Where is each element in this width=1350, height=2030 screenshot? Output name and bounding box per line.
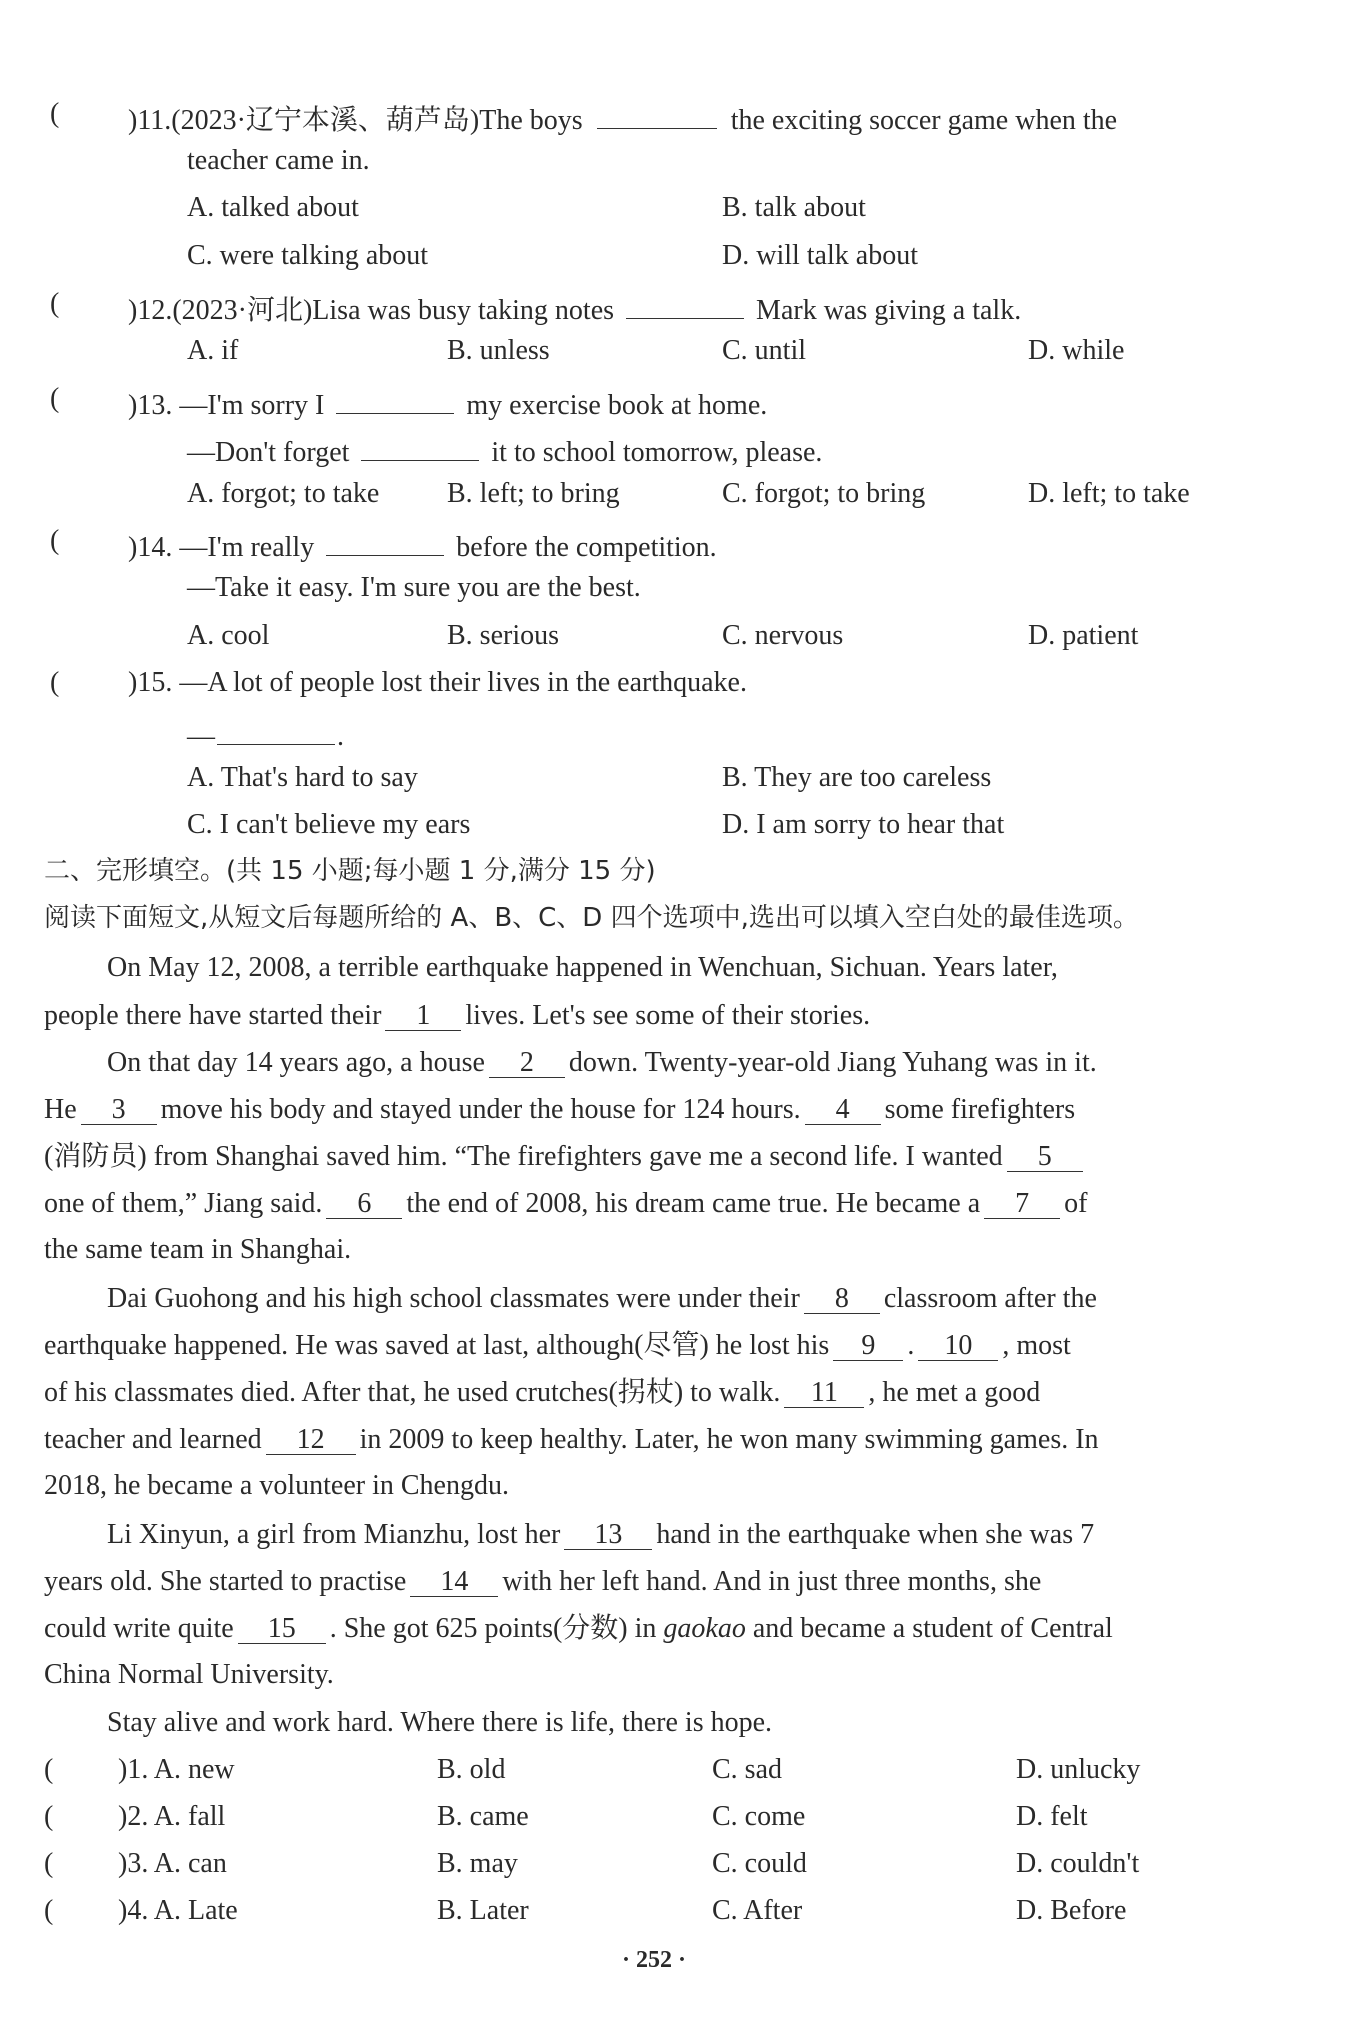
cloze-blank-1: 1 [385,1001,461,1031]
cloze-blank-8: 8 [804,1284,880,1314]
cloze-blank-14: 14 [410,1567,498,1597]
answer-paren[interactable]: ( [50,288,60,319]
option-c: C. I can't believe my ears [187,809,471,840]
option-b: B. unless [447,335,550,366]
cloze-blank-5: 5 [1007,1142,1083,1172]
option-d: D. left; to take [1028,478,1190,509]
answer-blank [361,432,479,461]
option-d: D. I am sorry to hear that [722,809,1005,840]
question-stem: )15. —A lot of people lost their lives in the earthquake. [128,667,747,698]
page-number: · 252 · [622,1947,687,1973]
question-stem: )13. —I'm sorry I my exercise book at home. [128,385,767,420]
question-stem: )14. —I'm really before the competition. [128,527,717,562]
question-stem: )12.(2023·河北)Lisa was busy taking notes Mark was giving a talk. [128,290,1021,325]
option-a: )3. A. can [118,1848,227,1879]
question-stem-cont: teacher came in. [187,145,370,176]
option-d: D. patient [1028,620,1139,651]
answer-blank [326,527,444,556]
option-d: D. couldn't [1016,1848,1140,1879]
question-reply: — . [187,716,344,751]
option-a: )2. A. fall [118,1801,226,1832]
passage-line: Dai Guohong and his high school classmates were under their 8 classroom after the [107,1283,1097,1314]
option-b: B. Later [437,1895,529,1926]
passage-line: On that day 14 years ago, a house 2 down. Twenty-year-old Jiang Yuhang was in it. [107,1047,1097,1078]
option-c: C. come [712,1801,806,1832]
answer-paren[interactable]: ( [50,525,60,556]
option-d: D. unlucky [1016,1754,1141,1785]
passage-line: people there have started their 1 lives. Let's see some of their stories. [44,1000,871,1031]
cloze-blank-2: 2 [489,1048,565,1078]
answer-blank [217,716,335,745]
option-b: B. They are too careless [722,762,992,793]
option-c: C. After [712,1895,803,1926]
cloze-blank-4: 4 [805,1095,881,1125]
answer-blank [597,100,717,129]
option-b: B. old [437,1754,506,1785]
answer-blank [336,385,454,414]
cloze-blank-12: 12 [266,1425,356,1455]
option-b: B. may [437,1848,518,1879]
section-instruction: 阅读下面短文,从短文后每题所给的 A、B、C、D 四个选项中,选出可以填入空白处的最佳选项。 [44,903,1139,933]
answer-paren[interactable]: ( [50,667,60,698]
question-stem: )11.(2023·辽宁本溪、葫芦岛)The boys the exciting soccer game when the [128,100,1117,135]
passage-line: China Normal University. [44,1659,334,1690]
option-b: B. came [437,1801,529,1832]
option-a: )4. A. Late [118,1895,238,1926]
passage-line: could write quite 15 . She got 625 points(分数) in gaokao and became a student of Central [44,1613,1113,1644]
option-d: D. felt [1016,1801,1088,1832]
cloze-blank-3: 3 [81,1095,157,1125]
option-a: A. cool [187,620,270,651]
cloze-blank-10: 10 [918,1331,998,1361]
passage-line: 2018, he became a volunteer in Chengdu. [44,1470,509,1501]
passage-line: Li Xinyun, a girl from Mianzhu, lost her 13 hand in the earthquake when she was 7 [107,1519,1095,1550]
answer-paren[interactable]: ( [44,1801,54,1832]
option-a: A. talked about [187,192,359,223]
option-c: C. could [712,1848,807,1879]
cloze-blank-7: 7 [984,1189,1060,1219]
option-d: D. while [1028,335,1125,366]
cloze-blank-15: 15 [238,1614,326,1644]
passage-line: earthquake happened. He was saved at last, although(尽管) he lost his 9 . 10 , most [44,1330,1071,1361]
option-c: C. forgot; to bring [722,478,926,509]
option-b: B. serious [447,620,559,651]
option-a: A. That's hard to say [187,762,418,793]
option-d: D. will talk about [722,240,918,271]
option-c: C. were talking about [187,240,429,271]
option-c: C. nervous [722,620,844,651]
question-reply: —Don't forget it to school tomorrow, please. [187,432,822,467]
passage-line: He 3 move his body and stayed under the house for 124 hours. 4 some firefighters [44,1094,1076,1125]
option-b: B. left; to bring [447,478,620,509]
passage-line: one of them,” Jiang said. 6 the end of 2008, his dream came true. He became a 7 of [44,1188,1088,1219]
section-title: 二、完形填空。(共 15 小题;每小题 1 分,满分 15 分) [44,856,656,886]
option-c: C. until [722,335,807,366]
passage-line: of his classmates died. After that, he used crutches(拐杖) to walk. 11 , he met a good [44,1377,1041,1408]
cloze-blank-9: 9 [833,1331,903,1361]
cloze-blank-11: 11 [784,1378,864,1408]
option-b: B. talk about [722,192,866,223]
passage-line: Stay alive and work hard. Where there is life, there is hope. [107,1707,773,1738]
passage-line: years old. She started to practise 14 with her left hand. And in just three months, she [44,1566,1042,1597]
passage-line: On May 12, 2008, a terrible earthquake happened in Wenchuan, Sichuan. Years later, [107,952,1058,983]
question-reply: —Take it easy. I'm sure you are the best. [187,572,641,603]
answer-paren[interactable]: ( [44,1848,54,1879]
cloze-blank-6: 6 [326,1189,402,1219]
passage-line: (消防员) from Shanghai saved him. “The firefighters gave me a second life. I wanted 5 [44,1142,1087,1172]
option-d: D. Before [1016,1895,1127,1926]
answer-paren[interactable]: ( [44,1895,54,1926]
option-a: )1. A. new [118,1754,235,1785]
answer-blank [626,290,744,319]
answer-paren[interactable]: ( [44,1754,54,1785]
passage-line: the same team in Shanghai. [44,1234,352,1265]
passage-line: teacher and learned 12 in 2009 to keep healthy. Later, he won many swimming games. In [44,1424,1099,1455]
option-c: C. sad [712,1754,782,1785]
cloze-blank-13: 13 [564,1520,652,1550]
option-a: A. forgot; to take [187,478,380,509]
option-a: A. if [187,335,239,366]
answer-paren[interactable]: ( [50,383,60,414]
answer-paren[interactable]: ( [50,98,60,129]
